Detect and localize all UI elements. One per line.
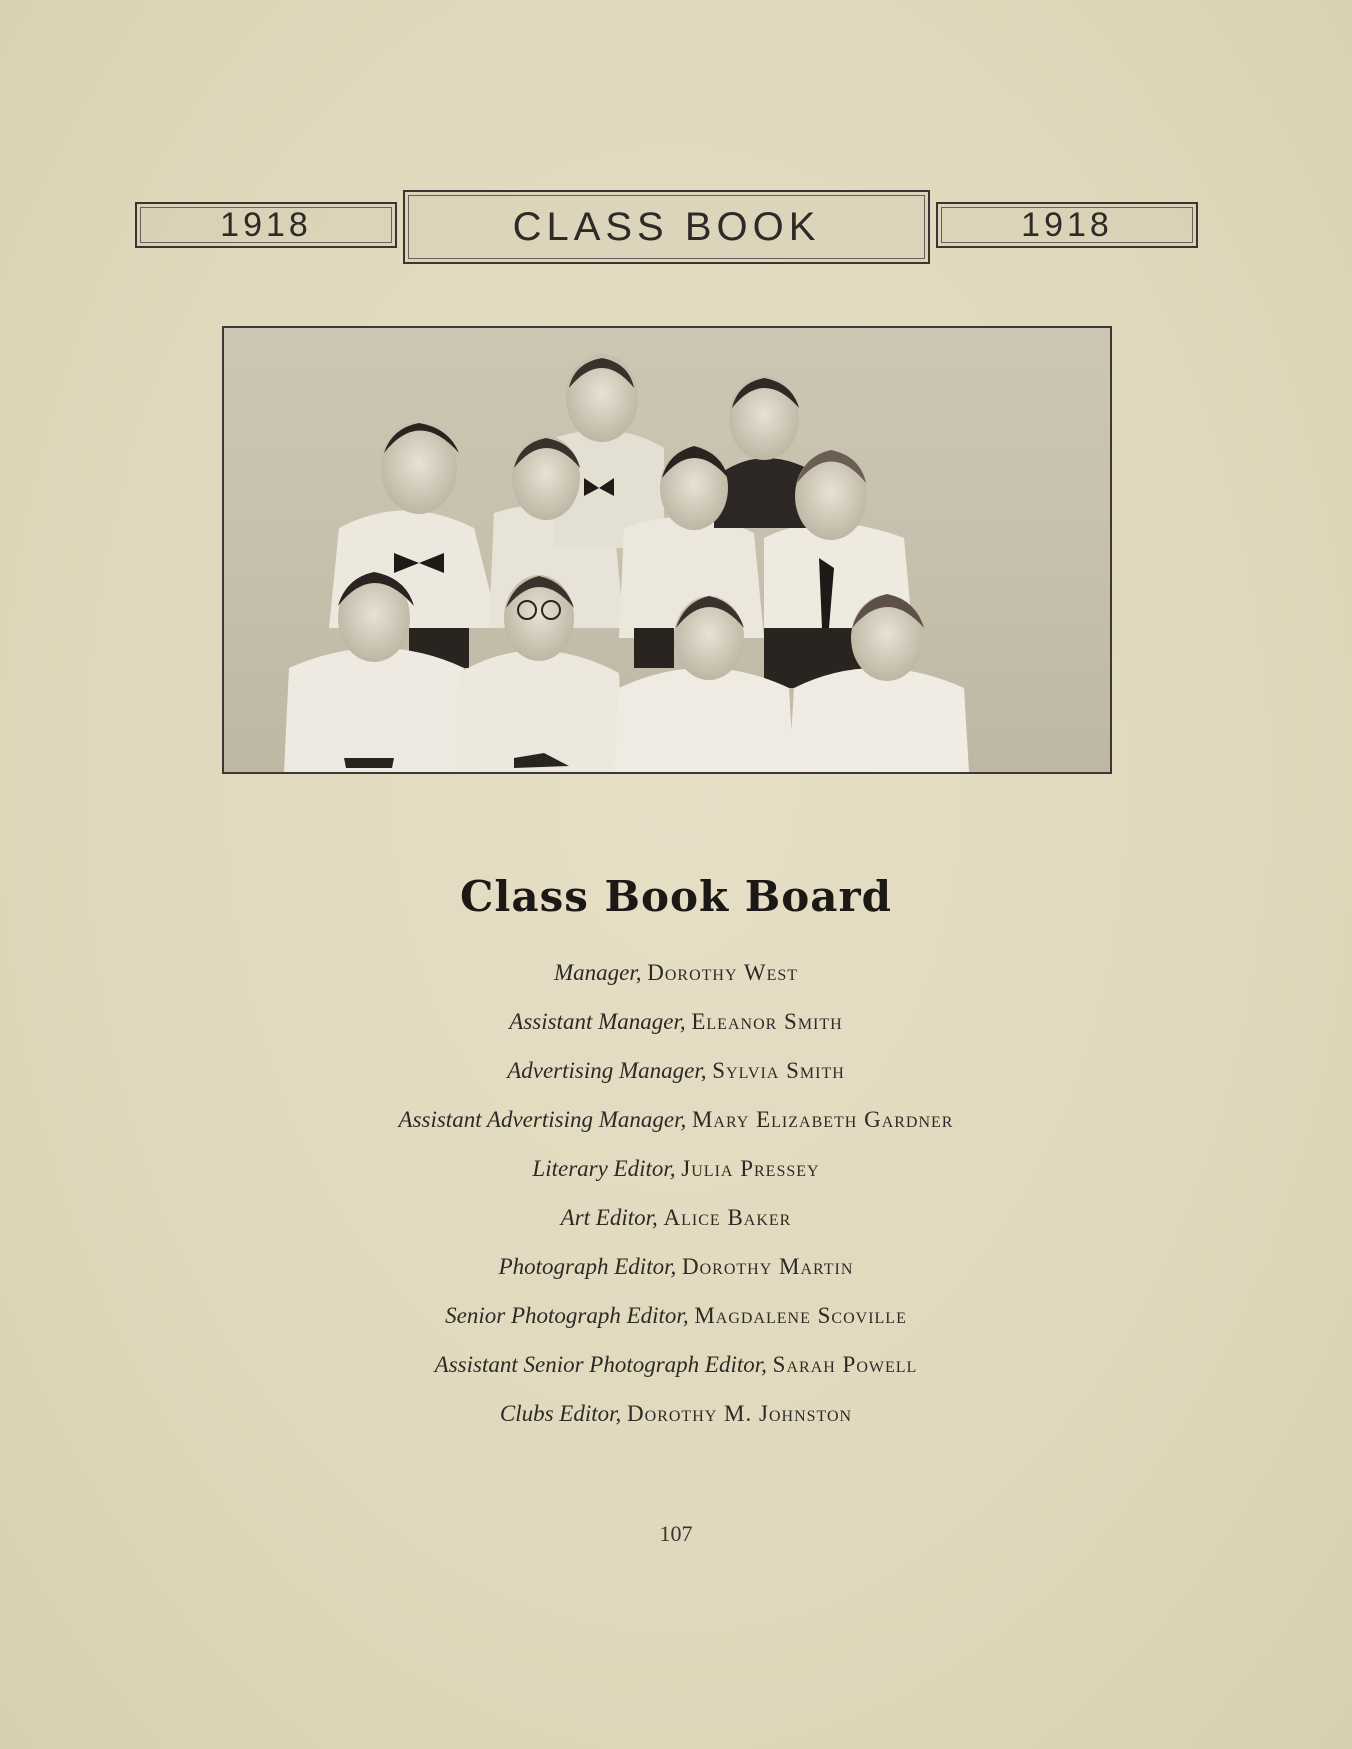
roster-role: Manager, — [553, 960, 642, 985]
roster-row — [0, 1303, 1352, 1329]
roster-role: Senior Photograph Editor, — [445, 1303, 689, 1328]
roster-name: Dorothy M. Johnston — [627, 1401, 853, 1426]
roster-row — [0, 1107, 1352, 1133]
roster-name: Dorothy West — [647, 960, 799, 985]
roster-row — [0, 1254, 1352, 1280]
roster-name: Magdalene Scoville — [694, 1303, 907, 1328]
roster-row — [0, 1205, 1352, 1231]
roster-role: Assistant Senior Photograph Editor, — [434, 1352, 767, 1377]
roster-name: Julia Pressey — [681, 1156, 820, 1181]
roster-name: Sylvia Smith — [712, 1058, 845, 1083]
roster-role: Advertising Manager, — [507, 1058, 707, 1083]
roster-row — [0, 1401, 1352, 1427]
page-number: 107 — [659, 1521, 693, 1546]
roster-name: Sarah Powell — [772, 1352, 918, 1377]
roster-row — [0, 960, 1352, 986]
roster-name: Alice Baker — [663, 1205, 792, 1230]
roster-row — [0, 1058, 1352, 1084]
header-year-left-box — [135, 202, 397, 248]
header-year-right: 1918 — [1021, 205, 1113, 244]
header-year-left: 1918 — [220, 205, 312, 244]
group-photo — [222, 326, 1112, 774]
roster-row — [0, 1009, 1352, 1035]
roster-row — [0, 1156, 1352, 1182]
roster-role: Assistant Advertising Manager, — [398, 1107, 687, 1132]
roster-name: Mary Elizabeth Gardner — [691, 1107, 954, 1132]
page-header-banner — [135, 190, 1198, 266]
roster-name: Eleanor Smith — [691, 1009, 843, 1034]
header-year-right-box — [936, 202, 1198, 248]
roster-name: Dorothy Martin — [681, 1254, 854, 1279]
header-title: CLASS BOOK — [512, 204, 821, 249]
header-title-box — [403, 190, 930, 264]
roster-role: Art Editor, — [560, 1205, 658, 1230]
roster-role: Literary Editor, — [532, 1156, 676, 1181]
group-photo-illustration — [224, 328, 1110, 772]
roster-role: Assistant Manager, — [509, 1009, 686, 1034]
board-heading: Class Book Board — [460, 872, 892, 921]
roster-row — [0, 1352, 1352, 1378]
roster-role: Clubs Editor, — [499, 1401, 622, 1426]
roster-role: Photograph Editor, — [498, 1254, 677, 1279]
